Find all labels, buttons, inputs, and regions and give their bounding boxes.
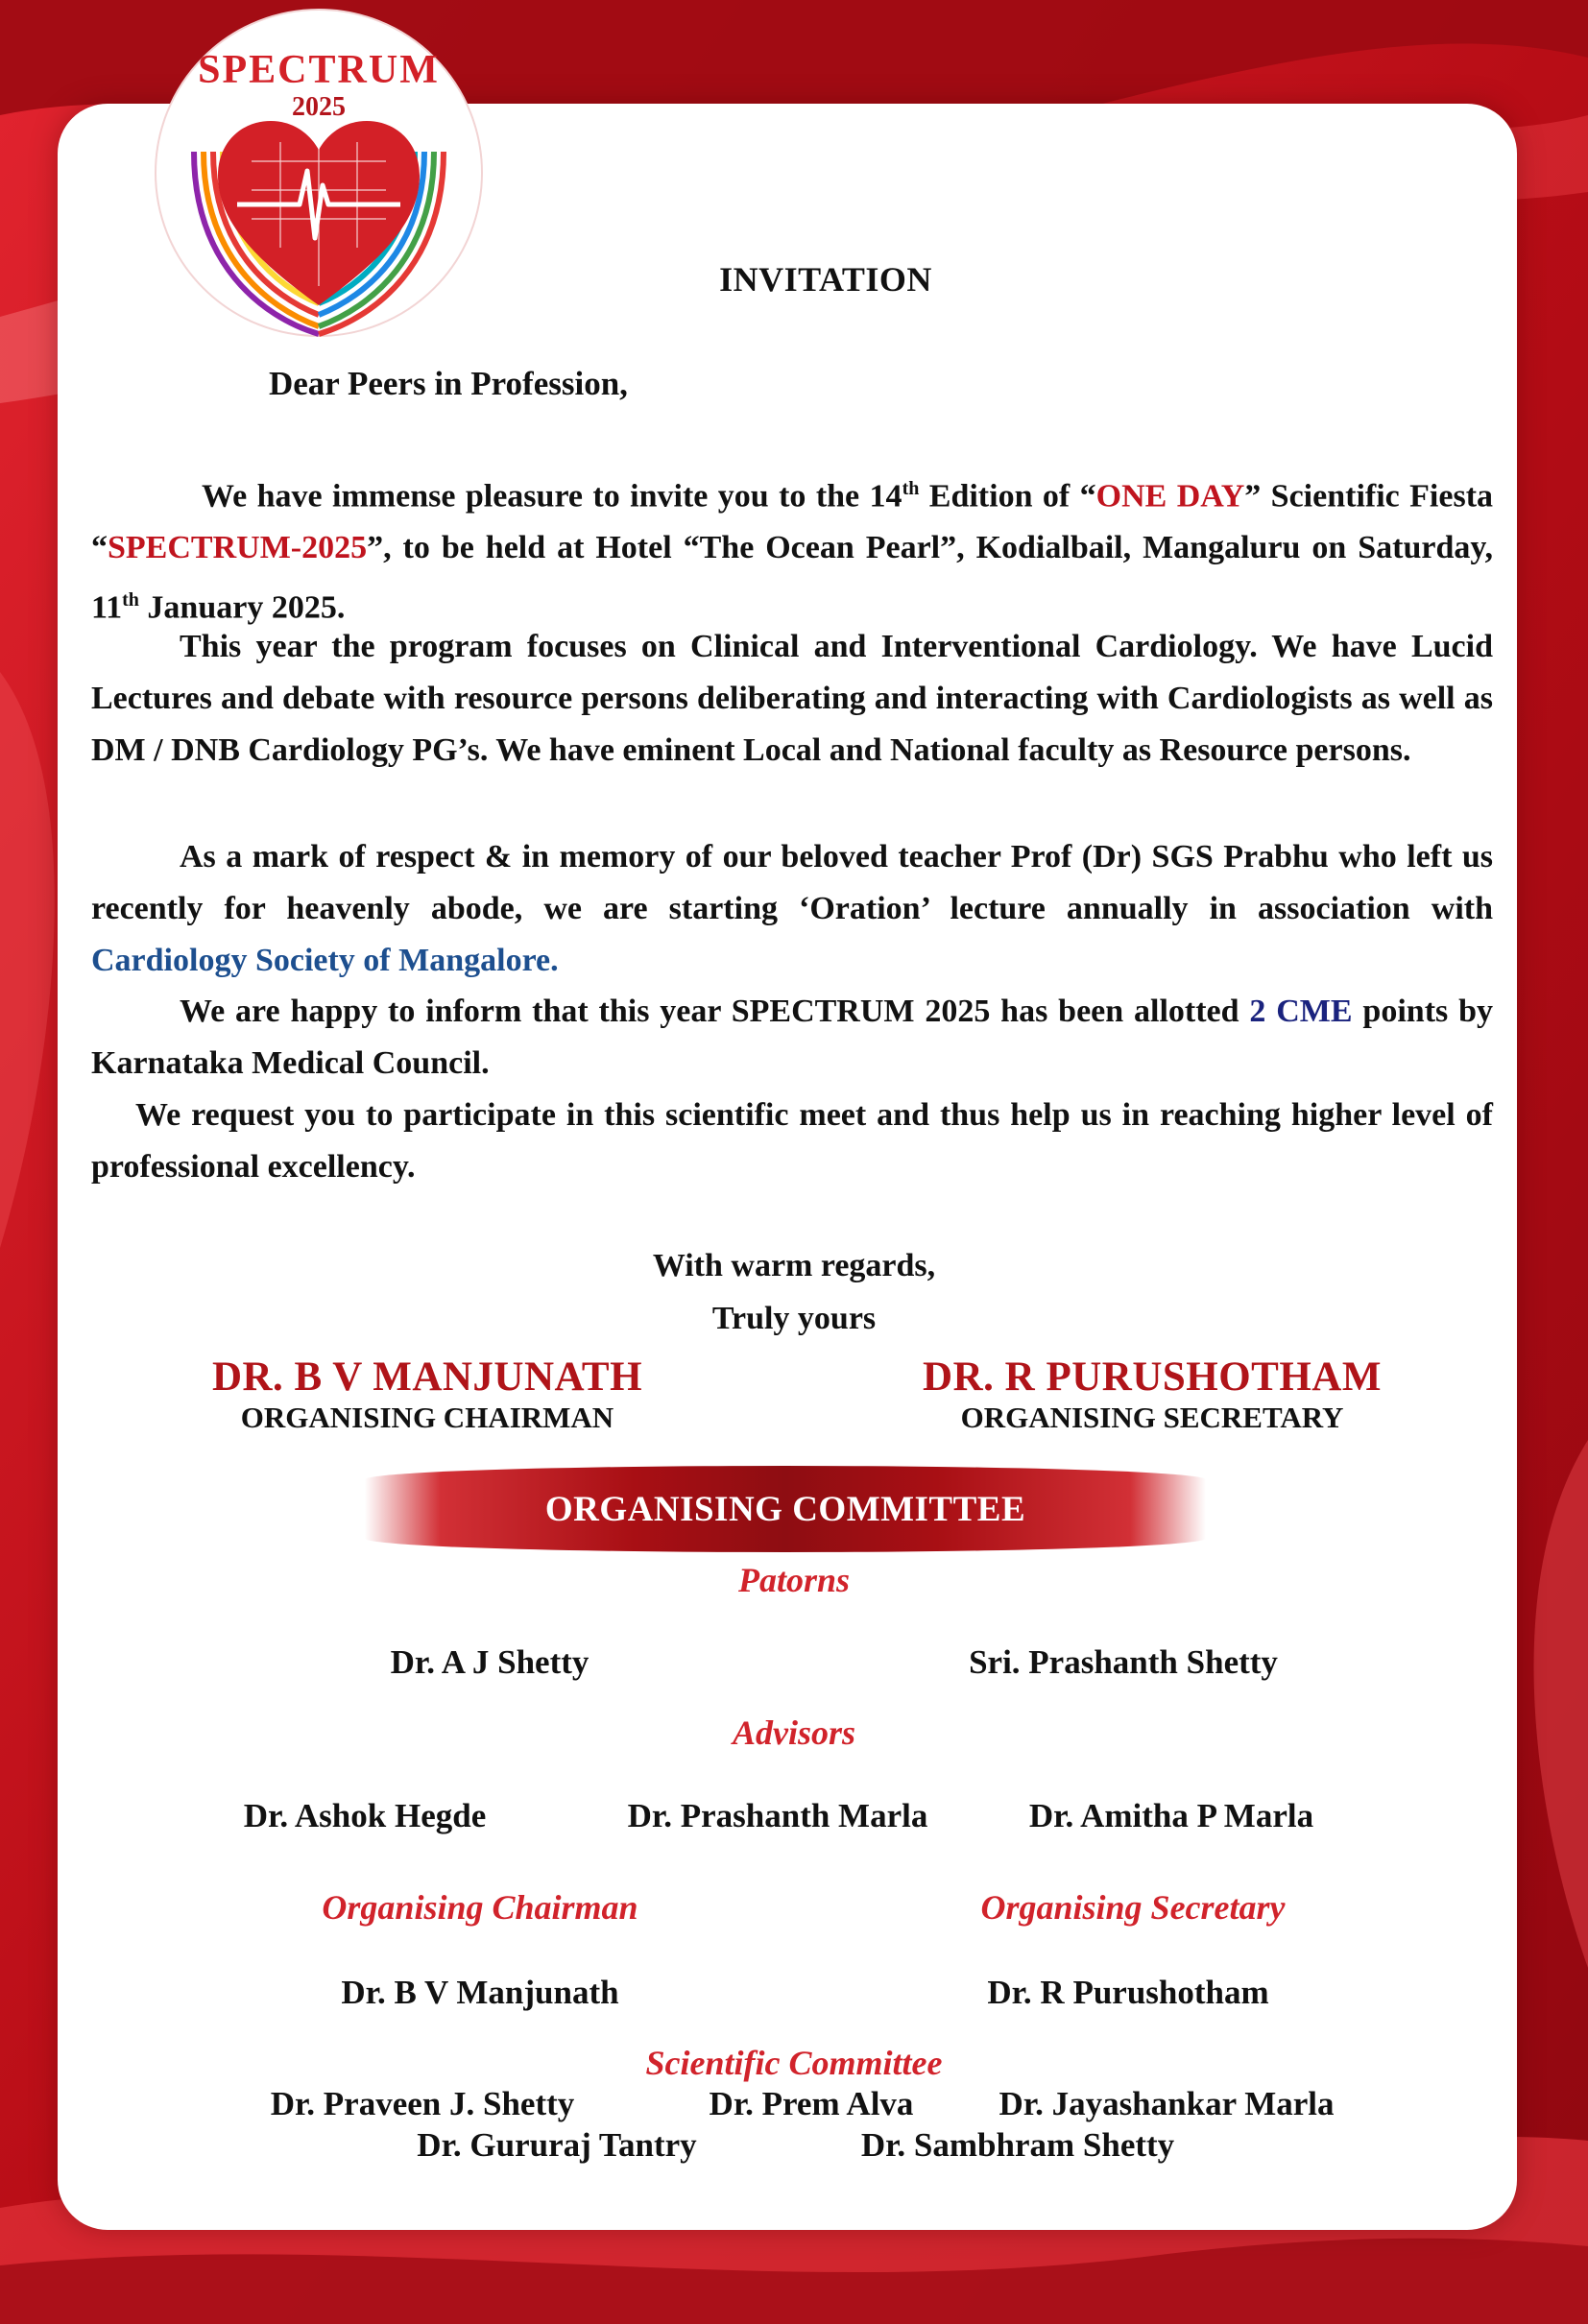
closing-line-2: Truly yours [711,1301,877,1336]
signatory-secretary [883,1354,1421,1435]
patron-name: Sri. Prashanth Shetty [969,1643,1278,1681]
signatory-chairman [163,1354,691,1435]
salutation: Dear Peers in Profession, [269,365,628,402]
scientific-member: Dr. Gururaj Tantry [417,2126,697,2164]
advisors-heading: Advisors [732,1713,856,1752]
paragraph-4: We are happy to inform that this year SPECTRUM 2025 has been allotted 2 CME points by Karnataka Medical Council. [91,994,1493,1081]
scientific-member: Dr. Sambhram Shetty [860,2126,1175,2164]
paragraph-3: As a mark of respect & in memory of our beloved teacher Prof (Dr) SGS Prabhu who left us recently for heavenly abode, we are starting ‘Oration’ lecture annually in association with Cardiology Society of Mangalore. [91,839,1493,978]
cme-highlight: 2 CME [1249,994,1353,1029]
advisor-name: Dr. Ashok Hegde [243,1797,487,1834]
chairman-role: ORGANISING CHAIRMAN [240,1401,614,1434]
society-link-text: Cardiology Society of Mangalore. [91,943,559,978]
patron-name: Dr. A J Shetty [390,1643,589,1681]
patrons-heading: Patorns [737,1561,851,1599]
chairman-heading: Organising Chairman [322,1888,638,1927]
advisor-name: Dr. Prashanth Marla [627,1797,928,1834]
spectrum-highlight: SPECTRUM-2025 [108,530,368,566]
secretary-heading: Organising Secretary [980,1888,1286,1927]
paragraph-1: We have immense pleasure to invite you to the 14th Edition of “ONE DAY” Scientific Fiesta “SPECTRUM-2025”, to be held at Hotel “The Ocean Pearl”, Kodialbail, Mangaluru on Saturday, 11th January 2025. [91,478,1494,626]
scientific-committee-heading: Scientific Committee [645,2044,943,2082]
paragraph-5: We request you to participate in this scientific meet and thus help us in reaching higher level of professional excellency. [91,1097,1493,1185]
secretary-role: ORGANISING SECRETARY [960,1401,1344,1434]
one-day-highlight: ONE DAY [1095,478,1245,515]
scientific-member: Dr. Praveen J. Shetty [270,2085,575,2122]
chairman-committee-name: Dr. B V Manjunath [341,1974,619,2011]
svg-text:2025: 2025 [292,92,346,122]
advisor-name: Dr. Amitha P Marla [1028,1797,1314,1834]
closing-line-1: With warm regards, [652,1248,936,1283]
secretary-committee-name: Dr. R Purushotham [987,1974,1269,2011]
page-title: INVITATION [719,260,932,299]
svg-text:SPECTRUM: SPECTRUM [198,48,440,92]
organising-committee-banner: ORGANISING COMMITTEE [365,1466,1206,1552]
spectrum-logo [146,8,492,339]
scientific-member: Dr. Prem Alva [709,2085,914,2122]
chairman-name: DR. B V MANJUNATH [211,1354,643,1400]
paragraph-2: This year the program focuses on Clinical and Interventional Cardiology. We have Lucid Lectures and debate with resource persons deliberating and interacting with Cardiologists as well as DM / DNB Cardiology PG’s. We have eminent Local and National faculty as Resource persons. [91,629,1493,768]
scientific-member: Dr. Jayashankar Marla [999,2085,1335,2122]
secretary-name: DR. R PURUSHOTHAM [923,1354,1382,1400]
